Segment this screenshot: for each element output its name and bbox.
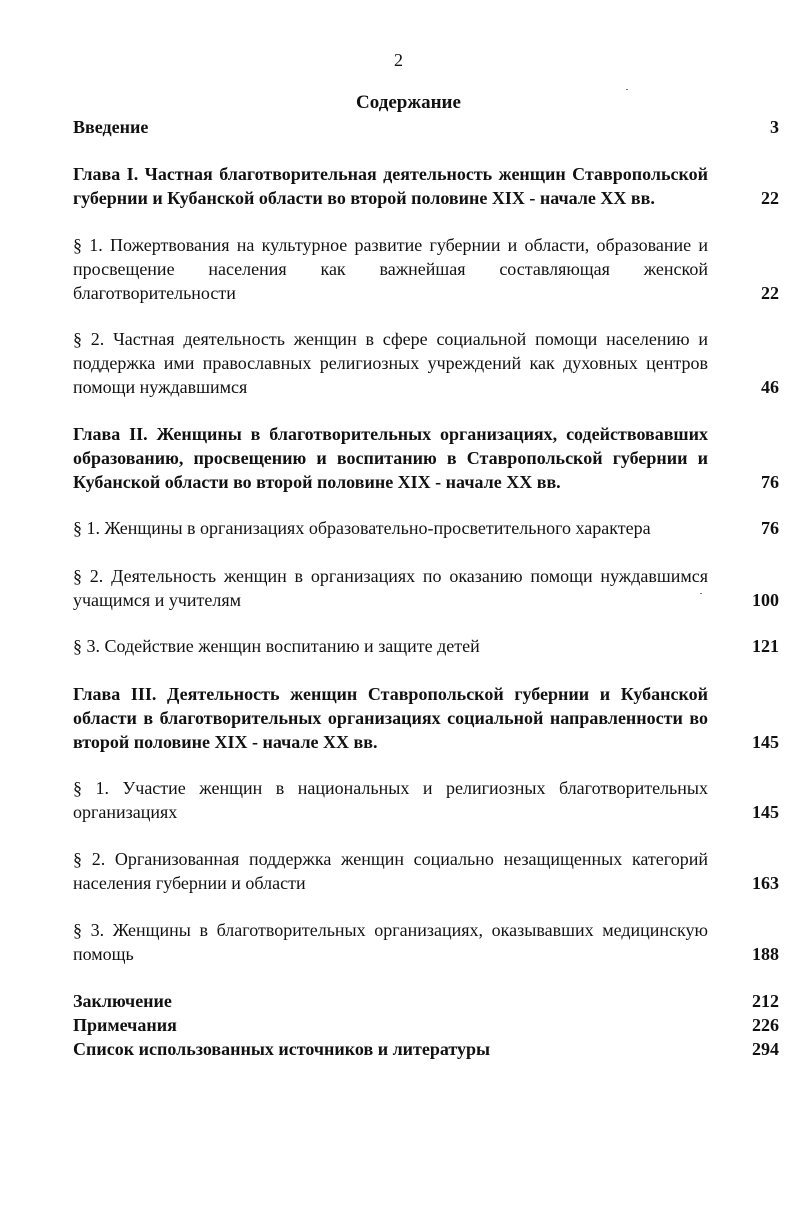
toc-entry-ch2-section-1: § 1. Женщины в организациях образовательно-просветительного характера: [73, 518, 651, 538]
toc-entry-ch3-section-2: § 2. Организованная поддержка женщин социально незащищенных категорий населения губернии и области: [73, 849, 708, 893]
toc-entry-ch1-section-1: § 1. Пожертвования на культурное развитие губернии и области, образование и просвещение населения как важнейшая составляющая женской благотворительности: [73, 235, 708, 303]
toc-entry-notes: Примечания: [73, 1015, 177, 1035]
toc-entry-introduction: Введение: [73, 117, 149, 137]
scan-speck: [626, 89, 628, 90]
toc-page-chapter-1: 22: [761, 188, 779, 208]
toc-page-ch3-section-1: 145: [752, 802, 779, 822]
toc-page-chapter-2: 76: [761, 472, 779, 492]
toc-page-chapter-3: 145: [752, 732, 779, 752]
toc-entry-chapter-1: Глава I. Частная благотворительная деятельность женщин Ставропольской губернии и Кубанской области во второй половине XIX - начале XX вв.: [73, 164, 708, 208]
toc-page-conclusion: 212: [752, 991, 779, 1011]
toc-entry-conclusion: Заключение: [73, 991, 172, 1011]
toc-entry-ch3-section-1: § 1. Участие женщин в национальных и религиозных благотворительных организациях: [73, 778, 708, 822]
toc-entry-ch2-section-3: § 3. Содействие женщин воспитанию и защите детей: [73, 636, 480, 656]
toc-page-ch3-section-3: 188: [752, 944, 779, 964]
toc-entry-bibliography: Список использованных источников и литературы: [73, 1039, 491, 1059]
toc-page-ch1-section-2: 46: [761, 377, 779, 397]
toc-page-bibliography: 294: [752, 1039, 779, 1059]
toc-page-ch2-section-2: 100: [752, 590, 779, 610]
toc-page-ch2-section-3: 121: [752, 636, 779, 656]
toc-title: Содержание: [356, 92, 461, 113]
toc-page-ch1-section-1: 22: [761, 283, 779, 303]
scan-speck: [700, 593, 702, 594]
toc-entry-ch1-section-2: § 2. Частная деятельность женщин в сфере социальной помощи населению и поддержка ими православных религиозных учреждений как духовных центров помощи нуждавшимся: [73, 329, 708, 397]
toc-entry-ch3-section-3: § 3. Женщины в благотворительных организациях, оказывавших медицинскую помощь: [73, 920, 708, 964]
toc-entry-chapter-3: Глава III. Деятельность женщин Ставропольской губернии и Кубанской области в благотворительных организациях социальной направленности во второй половине XIX - начале XX вв.: [73, 684, 708, 752]
page-number: 2: [394, 50, 403, 70]
toc-page-introduction: 3: [770, 117, 779, 137]
toc-page-ch2-section-1: 76: [761, 518, 779, 538]
toc-page-ch3-section-2: 163: [752, 873, 779, 893]
toc-entry-ch2-section-2: § 2. Деятельность женщин в организациях по оказанию помощи нуждавшимся учащимся и учителям: [73, 566, 708, 610]
toc-entry-chapter-2: Глава II. Женщины в благотворительных организациях, содействовавших образованию, просвещению и воспитанию в Ставропольской губернии и Кубанской области во второй половине XIX - начале XX вв.: [73, 424, 708, 492]
toc-page-notes: 226: [752, 1015, 779, 1035]
